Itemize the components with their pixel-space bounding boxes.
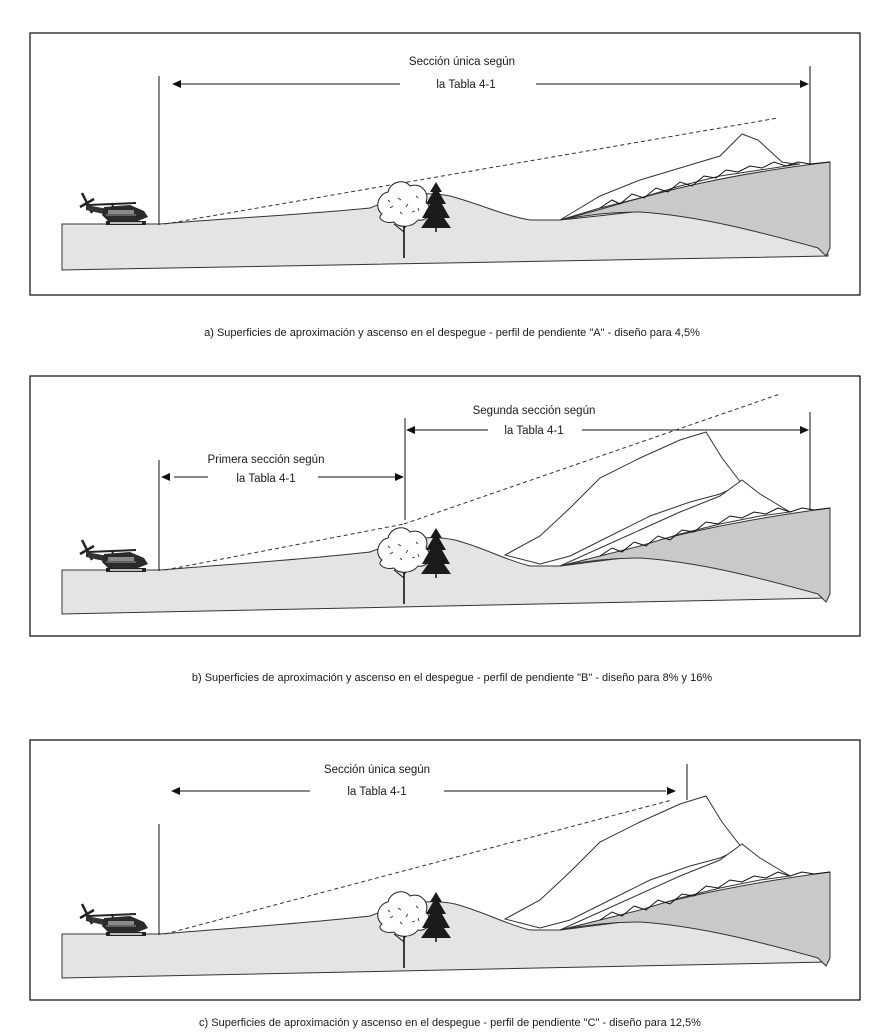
- helicopter-icon: [80, 540, 148, 572]
- helicopter-icon: [80, 904, 148, 936]
- panel-a: [30, 33, 860, 295]
- panel-c: [30, 740, 860, 1000]
- panel-b-label-2-line2: la Tabla 4-1: [504, 425, 564, 437]
- panel-b-label-1-line2: la Tabla 4-1: [236, 473, 296, 485]
- panel-a-caption: a) Superficies de aproximación y ascenso en el despegue - perfil de pendiente "A" - diseño para 4,5%: [204, 327, 700, 339]
- panel-b-label-2-line1: Segunda sección según: [472, 405, 596, 417]
- panel-b-caption: b) Superficies de aproximación y ascenso en el despegue - perfil de pendiente "B" - diseño para 8% y 16%: [191, 672, 713, 684]
- panel-a-label-line1: Sección única según: [408, 56, 516, 68]
- panel-a-label-line2: la Tabla 4-1: [436, 79, 496, 91]
- panel-b: [30, 376, 860, 636]
- panel-c-label-line1: Sección única según: [323, 764, 431, 776]
- helicopter-icon: [80, 193, 148, 225]
- panel-b-label-1-line1: Primera sección según: [207, 454, 325, 466]
- panel-c-label-line2: la Tabla 4-1: [347, 786, 407, 798]
- panel-c-caption: c) Superficies de aproximación y ascenso en el despegue - perfil de pendiente "C" - diseño para 12,5%: [199, 1017, 701, 1029]
